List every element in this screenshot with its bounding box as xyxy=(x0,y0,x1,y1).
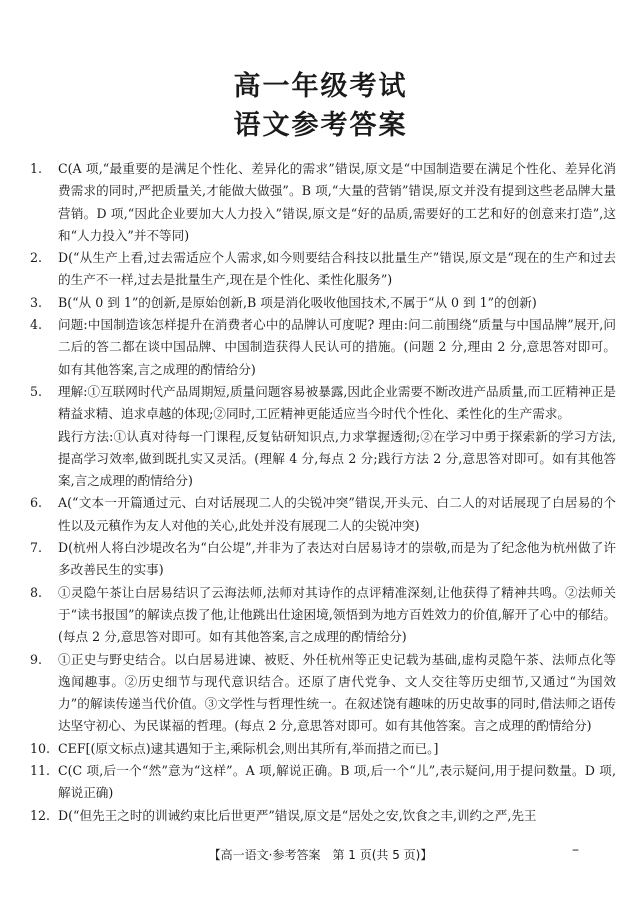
answer-number: 1. xyxy=(30,161,43,176)
answer-item-10 xyxy=(30,738,616,760)
answer-text: D(“但先王之时的训诫约束比后世更严”错误,原文是“居处之安,饮食之丰,训约之严,先王 xyxy=(58,807,537,823)
page-subtitle: 语文参考答案 xyxy=(233,110,408,141)
answer-item-12 xyxy=(30,805,616,827)
answer-number: 4. xyxy=(30,317,43,333)
answer-number: 8. xyxy=(30,584,43,600)
page-footer: 【高一语文·参考答案 第 1 页(共 5 页)】 xyxy=(208,848,433,862)
answer-number: 11. xyxy=(30,763,51,779)
answer-text: D(杭州人将白沙堤改名为“白公堤”,并非为了表达对白居易诗才的崇敬,而是为了纪念他为杭州做了许多改善民生的实事) xyxy=(58,540,616,578)
answer-text: B(“从 0 到 1”的创新,是原始创新,B 项是消化吸收他国技术,不属于“从 0 到 1”的创新) xyxy=(58,294,537,310)
answer-item-5 xyxy=(30,381,616,492)
answer-number: 3. xyxy=(30,294,43,310)
answer-item-9 xyxy=(30,649,616,738)
answer-text: D(“从生产上看,过去需适应个人需求,如今则要结合科技以批量生产”错误,原文是“现在的生产和过去的生产不一样,过去是批量生产,现在是个性化、柔性化服务”) xyxy=(58,250,616,288)
footer-dash-mark: – xyxy=(572,842,579,858)
answer-extra-text: 践行方法:①认真对待每一门课程,反复钻研知识点,力求掌握透彻;②在学习中勇于探索新的学习方法,提高学习效率,做到既扎实又灵活。(理解 4 分,每点 2 分;践行方法 2 分,意思答对即可。如有其他答案,言之成理的酌情给分) xyxy=(58,428,616,489)
answer-number: 5. xyxy=(30,383,43,399)
answer-number: 12. xyxy=(30,807,51,823)
answer-text: C(A 项,“最重要的是满足个性化、差异化的需求”错误,原文是“中国制造要在满足个性化、差异化消费需求的同时,严把质量关,才能做大做强”。B 项,“大量的营销”错误,原文并没有提到这些老品牌大量营销。D 项,“因此企业要加大人力投入”错误,原文是“好的品质,需要好的工艺和好的创意来打造”,这和“人力投入”并不等同) xyxy=(58,161,616,243)
answer-number: 9. xyxy=(30,651,43,667)
answer-item-11 xyxy=(30,760,616,805)
answer-item-3 xyxy=(30,292,616,314)
answer-item-4 xyxy=(30,314,616,381)
answer-item-2 xyxy=(30,247,616,292)
answer-number: 2. xyxy=(30,250,43,266)
answer-number: 7. xyxy=(30,540,43,556)
answer-item-1 xyxy=(30,158,616,247)
answer-number: 6. xyxy=(30,495,43,511)
answer-item-7 xyxy=(30,537,616,582)
answer-text: C(C 项,后一个“然”意为“这样”。A 项,解说正确。B 项,后一个“儿”,表示疑问,用于提问数量。D 项,解说正确) xyxy=(58,763,616,801)
answer-text: 问题:中国制造该怎样提升在消费者心中的品牌认可度呢? 理由:问二前围绕“质量与中国品牌”展开,问二后的答二都在谈中国品牌、中国制造获得人民认可的措施。(问题 2 分,理由 2 分,意思答对即可。如有其他答案,言之成理的酌情给分) xyxy=(58,317,616,377)
answer-list xyxy=(30,158,616,827)
answer-text: ①正史与野史结合。以白居易进谏、被贬、外任杭州等正史记载为基础,虚构灵隐午茶、法师点化等逸闻趣事。②历史细节与现代意识结合。还原了唐代党争、文人交往等历史细节,又通过“为国效力”的解读传递当代价值。③文学性与哲理性统一。在叙述饶有趣味的历史故事的同时,借法师之语传达坚守初心、为民谋福的哲理。(每点 2 分,意思答对即可。如有其他答案。言之成理的酌情给分) xyxy=(58,651,616,734)
answer-text: CEF[(原文标点)逮其遇知于主,乘际机会,则出其所有,举而措之而已。] xyxy=(58,740,439,756)
answer-text: ①灵隐午茶让白居易结识了云海法师,法师对其诗作的点评精准深刻,让他获得了精神共鸣。②法师关于“读书报国”的解读点拨了他,让他跳出仕途困境,领悟到为地方百姓效力的价值,解开了心中的郁结。(每点 2 分,意思答对即可。如有其他答案,言之成理的酌情给分) xyxy=(58,584,616,645)
answer-text: 理解:①互联网时代产品周期短,质量问题容易被暴露,因此企业需要不断改进产品质量,而工匠精神正是精益求精、追求卓越的体现;②同时,工匠精神更能适应当今时代个性化、柔性化的生产需求。 xyxy=(58,383,616,422)
page-title: 高一年级考试 xyxy=(233,71,408,102)
answer-item-8 xyxy=(30,582,616,649)
answer-item-6 xyxy=(30,492,616,537)
answer-text: A(“文本一开篇通过元、白对话展现二人的尖锐冲突”错误,开头元、白二人的对话展现了白居易的个性以及元稹作为友人对他的关心,此处并没有展现二人的尖锐冲突) xyxy=(58,495,616,533)
answer-number: 10. xyxy=(30,740,51,756)
